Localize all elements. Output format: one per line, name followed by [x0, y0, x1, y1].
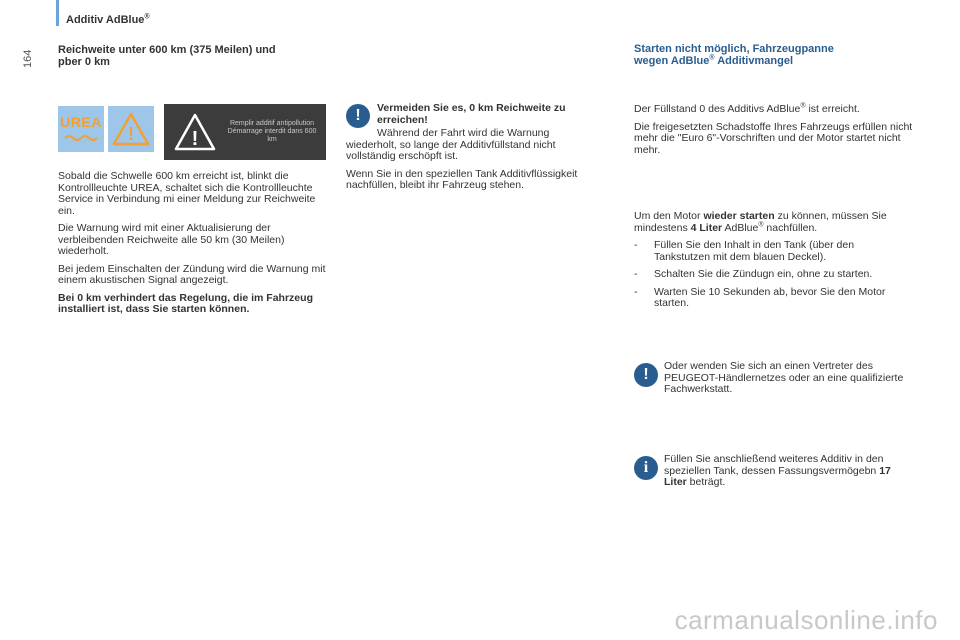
middle-warning-title: Vermeiden Sie es, 0 km Reichweite zu erreichen!	[377, 102, 566, 126]
page-number: 164	[22, 49, 34, 68]
info-icon: i	[634, 456, 658, 480]
list-item: - Schalten Sie die Zündugn ein, ohne zu starten.	[634, 268, 873, 280]
service-warning-icon	[108, 106, 154, 152]
svg-text:!: !	[191, 128, 199, 150]
left-paragraph-1: Sobald die Schwelle 600 km erreicht ist, blinkt die Kontrollleuchte UREA, schaltet sich die Kontrollleuchte Service in Verbindung mi einer Meldung zur Reichweite ein.	[58, 170, 316, 217]
right-paragraph-3: Um den Motor wieder starten zu können, müssen Sie mindestens 4 Liter AdBlue® nachfüllen.	[634, 210, 887, 234]
svg-text:!: !	[128, 124, 134, 144]
urea-warning-icon: UREA	[58, 106, 104, 152]
right-heading: Starten nicht möglich, Fahrzeugpanne wegen AdBlue® Additivmangel	[634, 43, 834, 67]
right-paragraph-2: Die freigesetzten Schadstoffe Ihres Fahrzeugs erfüllen nicht mehr die "Euro 6"-Vorschriften und der Motor startet nicht mehr.	[634, 120, 913, 156]
right-warning-note: Oder wenden Sie sich an einen Vertreter des PEUGEOT-Händlernetzes oder an eine qualifizierte Fachwerkstatt.	[664, 360, 904, 395]
list-item: - Füllen Sie den Inhalt in den Tank (über den Tankstutzen mit dem blauen Deckel).	[634, 239, 855, 263]
watermark: carmanualsonline.info	[674, 605, 938, 635]
middle-paragraph-1: Während der Fahrt wird die Warnung wiederholt, so lange der Additivfüllstand nicht vollständig erschöpft ist.	[346, 127, 556, 162]
display-warning-icon	[164, 107, 226, 157]
right-warning-badge: !	[634, 363, 658, 387]
right-info-note: Füllen Sie anschließend weiteres Additiv in den speziellen Tank, dessen Fassungsvermögebn 17 Liter beträgt.	[664, 453, 891, 488]
left-paragraph-3: Bei jedem Einschalten der Zündung wird die Warnung mit einem akustischen Signal angezeigt.	[58, 262, 326, 286]
header-accent-bar	[56, 0, 59, 26]
left-paragraph-4: Bei 0 km verhindert das Regelung, die im Fahrzeug installiert ist, dass Sie starten können.	[58, 291, 313, 315]
list-item: - Warten Sie 10 Sekunden ab, bevor Sie den Motor starten.	[634, 285, 886, 309]
wave-icon	[64, 133, 98, 141]
display-message: Remplir additif antipollution Démarrage interdit dans 600 km	[227, 120, 317, 143]
right-paragraph-1: Der Füllstand 0 des Additivs AdBlue® ist erreicht.	[634, 102, 860, 115]
left-heading: Reichweite unter 600 km (375 Meilen) und pber 0 km	[58, 44, 276, 68]
middle-paragraph-2: Wenn Sie in den speziellen Tank Additivflüssigkeit nachfüllen, bleibt ihr Fahrzeug stehen.	[346, 167, 578, 191]
left-paragraph-2: Die Warnung wird mit einer Aktualisierung der verbleibenden Reichweite alle 50 km (30 Meilen) wiederholt.	[58, 222, 285, 257]
middle-warning-badge: !	[346, 104, 370, 128]
page-header-title: Additiv AdBlue®	[66, 13, 150, 26]
instrument-display	[164, 104, 326, 160]
